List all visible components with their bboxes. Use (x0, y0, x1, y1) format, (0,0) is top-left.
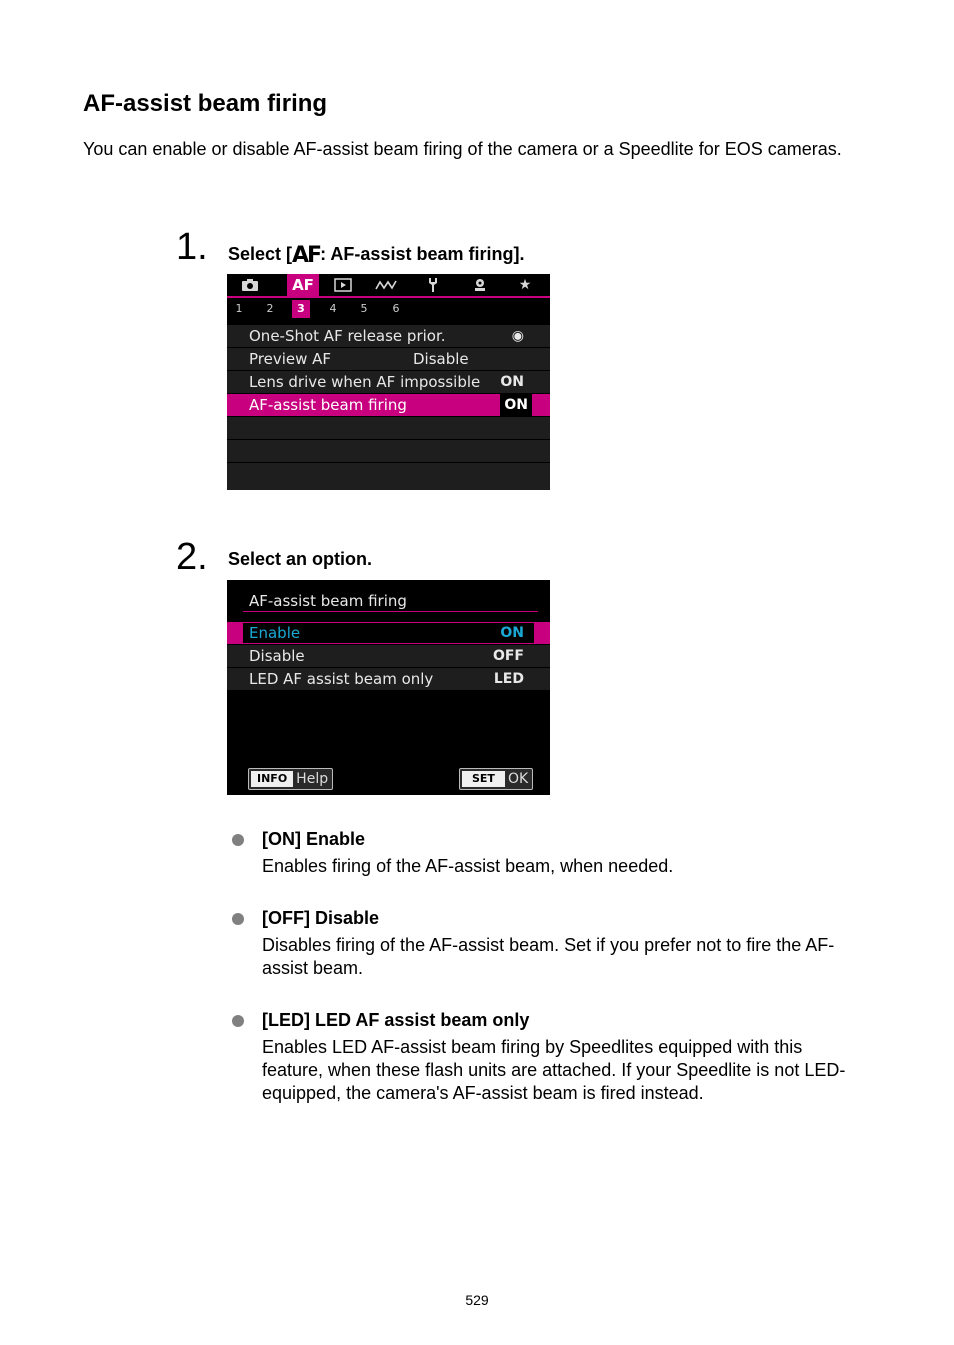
option-desc-led: Enables LED AF-assist beam firing by Speedlites equipped with this feature, when these flash units are attached. If your Speedlite is not LED-equipped, the camera's AF-assist beam is fired instead. (262, 1037, 846, 1103)
bullet-icon (232, 913, 244, 925)
option-led-only[interactable] (227, 668, 550, 691)
af-tab[interactable]: AF (287, 274, 319, 296)
option-disable[interactable] (227, 645, 550, 668)
sub-tab-bar (227, 298, 550, 318)
page-title: AF-assist beam firing (83, 90, 328, 117)
menu-row-label: Lens drive when AF impossible (249, 373, 481, 391)
option-desc-off: Disables firing of the AF-assist beam. Set if you prefer not to fire the AF-assist beam. (262, 935, 835, 978)
set-label: OK (507, 771, 529, 787)
subtab-3[interactable]: 3 (292, 300, 310, 318)
step-2-number: 2. (176, 536, 208, 578)
set-key: SET (462, 771, 505, 787)
info-key: INFO (251, 771, 293, 787)
menu-row-label: One-Shot AF release prior. (249, 327, 446, 345)
page-number: 529 (465, 1292, 489, 1308)
menu-tab-bar (227, 274, 550, 296)
menu-row-value: ON (500, 374, 524, 390)
subtab-5[interactable]: 5 (360, 302, 368, 315)
option-value: OFF (492, 648, 524, 664)
step-1-text: Select [AF: AF-assist beam firing]. (228, 243, 525, 268)
wrench-icon[interactable] (423, 274, 443, 296)
playback-icon[interactable] (331, 274, 355, 296)
screen-header: AF-assist beam firing (249, 592, 407, 610)
option-label: LED AF assist beam only (249, 670, 434, 688)
custom-function-icon[interactable] (469, 274, 491, 296)
option-label: Disable (249, 647, 305, 665)
camera-icon[interactable] (237, 274, 263, 296)
wireless-icon[interactable] (373, 274, 399, 296)
step-2-text: Select an option. (228, 549, 373, 569)
menu-row-label: AF-assist beam firing (249, 396, 407, 414)
option-title-on: [ON] Enable (262, 829, 366, 849)
menu-row-empty (227, 440, 550, 463)
subtab-4[interactable]: 4 (329, 302, 337, 315)
menu-row-value: Disable (413, 350, 469, 368)
af-menu-icon: AF (292, 243, 321, 268)
step-1-number: 1. (176, 226, 208, 268)
option-desc-on: Enables firing of the AF-assist beam, when needed. (262, 856, 674, 876)
set-ok-button[interactable] (459, 768, 533, 790)
option-value: LED (493, 671, 524, 687)
info-help-button[interactable] (248, 768, 333, 790)
option-enable[interactable] (227, 622, 550, 645)
subtab-2[interactable]: 2 (266, 302, 274, 315)
target-icon: ◉ (511, 328, 524, 344)
menu-row-label: Preview AF (249, 350, 332, 368)
subtab-6[interactable]: 6 (392, 302, 400, 315)
subtab-1[interactable]: 1 (235, 302, 243, 315)
menu-row-af-assist-beam[interactable] (227, 394, 550, 417)
bullet-icon (232, 1015, 244, 1027)
camera-screen-af-menu (227, 274, 550, 490)
header-divider (243, 611, 538, 612)
bullet-icon (232, 834, 244, 846)
option-title-led: [LED] LED AF assist beam only (262, 1010, 530, 1030)
menu-row-preview-af[interactable] (227, 348, 550, 371)
camera-screen-options (227, 580, 550, 795)
menu-row-lens-drive[interactable] (227, 371, 550, 394)
option-value: ON (500, 625, 524, 641)
info-label: Help (296, 771, 329, 787)
menu-row-value: ON (500, 394, 532, 416)
menu-row-empty (227, 463, 550, 490)
option-label: Enable (249, 624, 301, 642)
menu-row-empty (227, 417, 550, 440)
intro-text: You can enable or disable AF-assist beam firing of the camera or a Speedlite for EOS cameras. (83, 139, 842, 159)
menu-row-one-shot-af[interactable] (227, 325, 550, 348)
star-icon[interactable]: ★ (518, 277, 532, 293)
option-title-off: [OFF] Disable (262, 908, 380, 928)
